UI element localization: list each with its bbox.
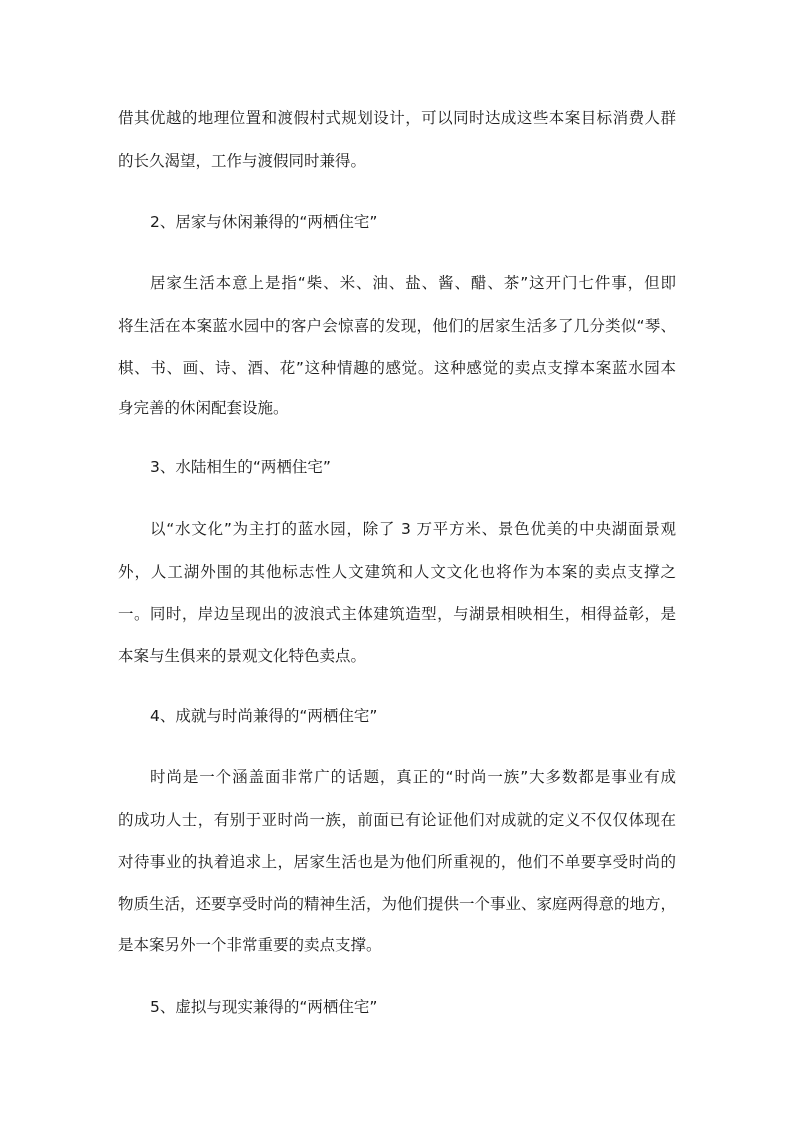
- section-heading-5: 5、虚拟与现实兼得的“两栖住宅”: [150, 998, 378, 1016]
- section-heading-2: 2、居家与休闲兼得的“两栖住宅”: [150, 213, 378, 231]
- paragraph-2-line-3: 棋、书、画、诗、酒、花”这种情趣的感觉。这种感觉的卖点支撑本案蓝水园本: [118, 359, 676, 377]
- paragraph-2-line-4: 身完善的休闲配套设施。: [118, 399, 289, 417]
- paragraph-3-line-4: 本案与生俱来的景观文化特色卖点。: [118, 647, 367, 665]
- section-heading-3: 3、水陆相生的“两栖住宅”: [150, 458, 331, 476]
- paragraph-4-line-2: 的成功人士，有别于亚时尚一族，前面已有论证他们对成就的定义不仅仅体现在: [118, 811, 676, 829]
- paragraph-1-line-2: 的长久渴望，工作与渡假同时兼得。: [118, 152, 367, 170]
- paragraph-4-line-3: 对待事业的执着追求上，居家生活也是为他们所重视的，他们不单要享受时尚的: [118, 853, 676, 871]
- paragraph-3-line-3: 一。同时，岸边呈现出的波浪式主体建筑造型，与湖景相映相生，相得益彰，是: [118, 605, 676, 623]
- paragraph-4-line-5: 是本案另外一个非常重要的卖点支撑。: [118, 936, 382, 954]
- section-heading-4: 4、成就与时尚兼得的“两栖住宅”: [150, 707, 378, 725]
- paragraph-4-line-1: 时尚是一个涵盖面非常广的话题，真正的“时尚一族”大多数都是事业有成: [150, 768, 676, 786]
- paragraph-3-line-2: 外，人工湖外围的其他标志性人文建筑和人文文化也将作为本案的卖点支撑之: [118, 563, 676, 581]
- paragraph-1-line-1: 借其优越的地理位置和渡假村式规划设计，可以同时达成这些本案目标消费人群: [118, 109, 676, 127]
- paragraph-2-line-1: 居家生活本意上是指“柴、米、油、盐、酱、醋、茶”这开门七件事，但即: [150, 274, 676, 292]
- paragraph-4-line-4: 物质生活，还要享受时尚的精神生活，为他们提供一个事业、家庭两得意的地方，: [118, 895, 677, 913]
- paragraph-2-line-2: 将生活在本案蓝水园中的客户会惊喜的发现，他们的居家生活多了几分类似“琴、: [118, 317, 676, 335]
- paragraph-3-line-1: 以“水文化”为主打的蓝水园，除了 3 万平方米、景色优美的中央湖面景观: [150, 520, 676, 538]
